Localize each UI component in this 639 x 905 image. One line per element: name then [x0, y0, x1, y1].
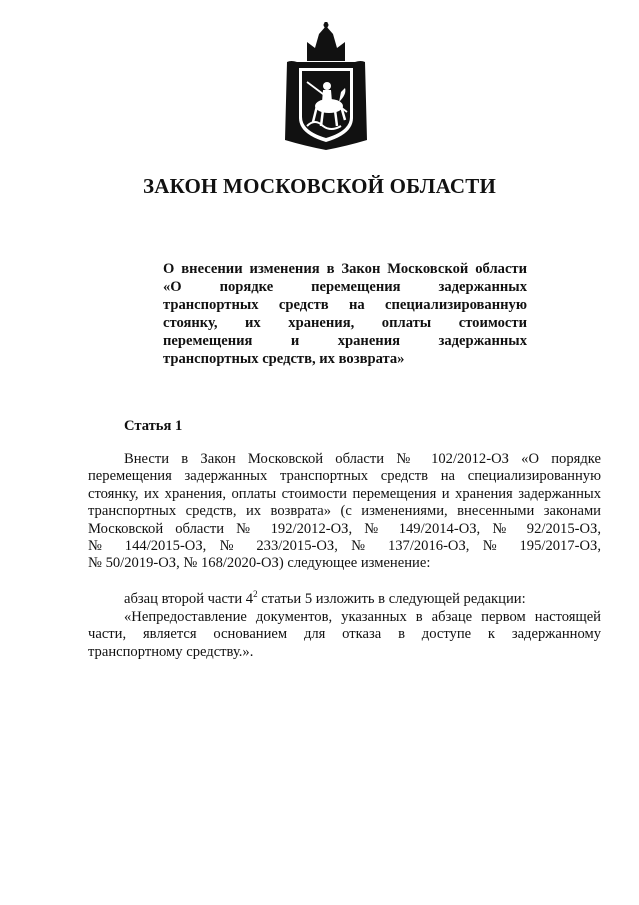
- paragraph-line: транспортному средству.».: [88, 643, 254, 660]
- paragraph-line: части, является основанием для отказа в доступе к задержанному: [88, 626, 601, 643]
- paragraph-line: «Непредоставление документов, указанных в абзаце первом настоящей: [124, 609, 601, 625]
- paragraph-line: № 144/2015-ОЗ, № 233/2015-ОЗ, № 137/2016-ОЗ, № 195/2017-ОЗ,: [88, 538, 601, 555]
- subject-line: О внесении изменения в Закон Московской области: [163, 261, 527, 277]
- document-title: ЗАКОН МОСКОВСКОЙ ОБЛАСТИ: [142, 174, 497, 198]
- paragraph-line: транспортных средств, их возврата» (с изменениями, внесенными законами: [88, 503, 601, 520]
- paragraph-line: № 50/2019-ОЗ, № 168/2020-ОЗ) следующее изменение:: [88, 555, 431, 572]
- paragraph-line: Московской области № 192/2012-ОЗ, № 149/2014-ОЗ, № 92/2015-ОЗ,: [88, 520, 601, 537]
- paragraph-line: [88, 591, 601, 608]
- law-subject: [163, 260, 527, 368]
- subject-line: «О порядке перемещения задержанных: [163, 279, 527, 295]
- coat-of-arms-icon: [277, 22, 375, 152]
- superscript: 2: [253, 589, 258, 600]
- article-heading: Статья 1: [124, 418, 183, 434]
- subject-line: транспортных средств на специализированную: [163, 297, 527, 313]
- instruction-text: абзац второй части 4: [124, 591, 254, 607]
- paragraph-line: перемещения задержанных транспортных средств на специализированную: [88, 468, 601, 485]
- paragraph-instruction: [88, 591, 601, 608]
- paragraph-new-text: [88, 609, 601, 661]
- paragraph-line: Внести в Закон Московской области № 102/2012-ОЗ «О порядке: [124, 451, 601, 467]
- paragraph-line: стоянку, их хранения, оплаты стоимости перемещения и хранения задержанных: [88, 485, 601, 502]
- subject-line: транспортных средств, их возврата»: [163, 351, 405, 367]
- subject-line: стоянку, их хранения, оплаты стоимости: [163, 315, 527, 331]
- paragraph-amendment: [88, 451, 601, 573]
- subject-line: перемещения и хранения задержанных: [163, 333, 527, 349]
- instruction-text: статьи 5 изложить в следующей редакции:: [257, 591, 526, 607]
